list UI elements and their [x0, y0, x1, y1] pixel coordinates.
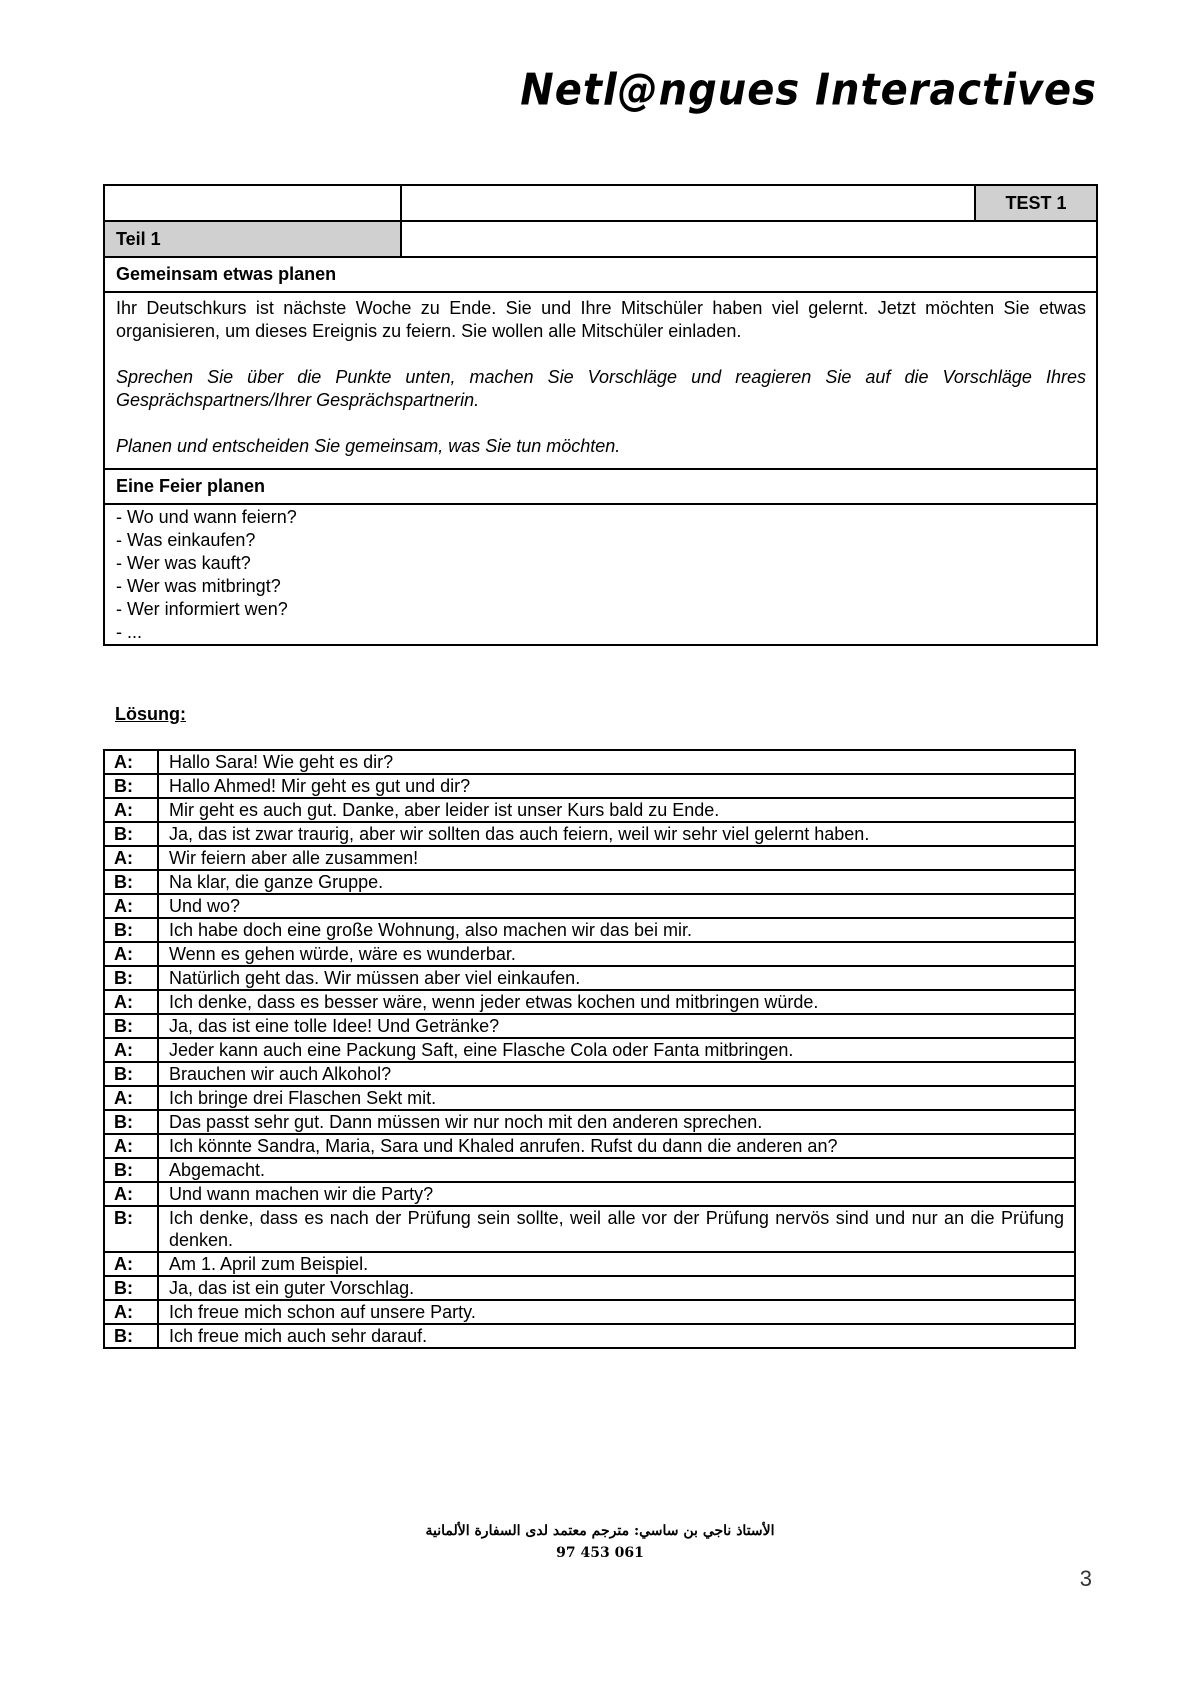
table-row: [104, 750, 1075, 774]
header-empty-cell-2: [401, 185, 975, 221]
speaker-label: B:: [104, 1158, 158, 1182]
topic-title: Eine Feier planen: [104, 469, 1097, 504]
speaker-label: B:: [104, 1206, 158, 1252]
speaker-label: B:: [104, 966, 158, 990]
table-row: [104, 990, 1075, 1014]
speaker-label: A:: [104, 846, 158, 870]
speaker-label: B:: [104, 1110, 158, 1134]
dialogue-line: Ja, das ist eine tolle Idee! Und Getränke?: [158, 1014, 1075, 1038]
speaker-label: B:: [104, 822, 158, 846]
dialogue-line: Ja, das ist ein guter Vorschlag.: [158, 1276, 1075, 1300]
speaker-label: A:: [104, 1182, 158, 1206]
dialogue-line: Wenn es gehen würde, wäre es wunderbar.: [158, 942, 1075, 966]
solution-label: Lösung:: [115, 704, 186, 724]
table-row: [104, 918, 1075, 942]
speaker-label: A:: [104, 1038, 158, 1062]
intro-text: Ihr Deutschkurs ist nächste Woche zu Ende. Sie und Ihre Mitschüler haben viel gelernt. Jetzt möchten Sie etwas organisieren, um dieses Ereignis zu feiern. Sie wollen alle Mitschüler einladen.: [116, 298, 1086, 341]
dialogue-line: Na klar, die ganze Gruppe.: [158, 870, 1075, 894]
table-row: [104, 1206, 1075, 1252]
list-item: - ...: [116, 622, 142, 642]
header-empty-cell-1: [104, 185, 401, 221]
speaker-label: B:: [104, 1062, 158, 1086]
dialogue-line: Abgemacht.: [158, 1158, 1075, 1182]
dialogue-line: Ich bringe drei Flaschen Sekt mit.: [158, 1086, 1075, 1110]
table-row: [104, 1182, 1075, 1206]
speaker-label: B:: [104, 1324, 158, 1348]
dialogue-line: Natürlich geht das. Wir müssen aber viel einkaufen.: [158, 966, 1075, 990]
dialogue-line: Ich freue mich schon auf unsere Party.: [158, 1300, 1075, 1324]
speaker-label: A:: [104, 1252, 158, 1276]
dialogue-line: Hallo Sara! Wie geht es dir?: [158, 750, 1075, 774]
topic-points: [104, 504, 1097, 645]
table-row: [104, 1086, 1075, 1110]
speaker-label: A:: [104, 1300, 158, 1324]
dialogue-line: Am 1. April zum Beispiel.: [158, 1252, 1075, 1276]
table-row: [104, 1038, 1075, 1062]
speaker-label: A:: [104, 798, 158, 822]
speaker-label: A:: [104, 894, 158, 918]
table-row: [104, 1110, 1075, 1134]
speaker-label: B:: [104, 918, 158, 942]
instruction-text-2: Planen und entscheiden Sie gemeinsam, was Sie tun möchten.: [116, 436, 621, 456]
dialogue-line: Ich habe doch eine große Wohnung, also machen wir das bei mir.: [158, 918, 1075, 942]
instruction-text-1: Sprechen Sie über die Punkte unten, machen Sie Vorschläge und reagieren Sie auf die Vorschläge Ihres Gesprächspartners/Ihrer Gesprächspartnerin.: [116, 367, 1086, 410]
dialogue-line: Und wo?: [158, 894, 1075, 918]
task-table: [103, 184, 1098, 646]
dialogue-line: Jeder kann auch eine Packung Saft, eine Flasche Cola oder Fanta mitbringen.: [158, 1038, 1075, 1062]
table-row: [104, 822, 1075, 846]
list-item: - Wer was mitbringt?: [116, 576, 281, 596]
speaker-label: A:: [104, 750, 158, 774]
task-description: [104, 292, 1097, 469]
speaker-label: B:: [104, 1276, 158, 1300]
phone-number: 97 453 061: [556, 1545, 644, 1561]
dialogue-line: Mir geht es auch gut. Danke, aber leider ist unser Kurs bald zu Ende.: [158, 798, 1075, 822]
brand-logo: Netl@ngues Interactives: [520, 64, 1097, 116]
page-number: 3: [1079, 1566, 1092, 1591]
footer: [0, 1520, 1200, 1564]
list-item: - Was einkaufen?: [116, 530, 256, 550]
dialogue-table: [103, 749, 1076, 1349]
speaker-label: A:: [104, 1086, 158, 1110]
table-row: [104, 774, 1075, 798]
part-label: Teil 1: [104, 221, 401, 257]
table-row: [104, 1158, 1075, 1182]
table-row: [104, 1062, 1075, 1086]
table-row: [104, 1252, 1075, 1276]
dialogue-line: Das passt sehr gut. Dann müssen wir nur noch mit den anderen sprechen.: [158, 1110, 1075, 1134]
table-row: [104, 1276, 1075, 1300]
author-line: الأستاذ ناجي بن ساسي: مترجم معتمد لدى السفارة الألمانية: [425, 1523, 775, 1539]
speaker-label: A:: [104, 1134, 158, 1158]
speaker-label: B:: [104, 774, 158, 798]
dialogue-line: Und wann machen wir die Party?: [158, 1182, 1075, 1206]
dialogue-line: Ich könnte Sandra, Maria, Sara und Khaled anrufen. Rufst du dann die anderen an?: [158, 1134, 1075, 1158]
speaker-label: A:: [104, 990, 158, 1014]
part-empty-cell: [401, 221, 1097, 257]
dialogue-line: Ich freue mich auch sehr darauf.: [158, 1324, 1075, 1348]
dialogue-line: Hallo Ahmed! Mir geht es gut und dir?: [158, 774, 1075, 798]
table-row: [104, 1014, 1075, 1038]
dialogue-line: Brauchen wir auch Alkohol?: [158, 1062, 1075, 1086]
speaker-label: B:: [104, 870, 158, 894]
table-row: [104, 894, 1075, 918]
list-item: - Wo und wann feiern?: [116, 507, 297, 527]
list-item: - Wer was kauft?: [116, 553, 251, 573]
dialogue-line: Wir feiern aber alle zusammen!: [158, 846, 1075, 870]
table-row: [104, 870, 1075, 894]
table-row: [104, 798, 1075, 822]
dialogue-line: Ich denke, dass es nach der Prüfung sein sollte, weil alle vor der Prüfung nervös sind und nur an die Prüfung denken.: [158, 1206, 1075, 1252]
table-row: [104, 966, 1075, 990]
dialogue-line: Ich denke, dass es besser wäre, wenn jeder etwas kochen und mitbringen würde.: [158, 990, 1075, 1014]
speaker-label: A:: [104, 942, 158, 966]
table-row: [104, 1300, 1075, 1324]
table-row: [104, 1324, 1075, 1348]
section-title: Gemeinsam etwas planen: [104, 257, 1097, 292]
table-row: [104, 942, 1075, 966]
test-label: TEST 1: [975, 185, 1097, 221]
speaker-label: B:: [104, 1014, 158, 1038]
table-row: [104, 1134, 1075, 1158]
dialogue-line: Ja, das ist zwar traurig, aber wir sollten das auch feiern, weil wir sehr viel gelernt haben.: [158, 822, 1075, 846]
table-row: [104, 846, 1075, 870]
list-item: - Wer informiert wen?: [116, 599, 288, 619]
